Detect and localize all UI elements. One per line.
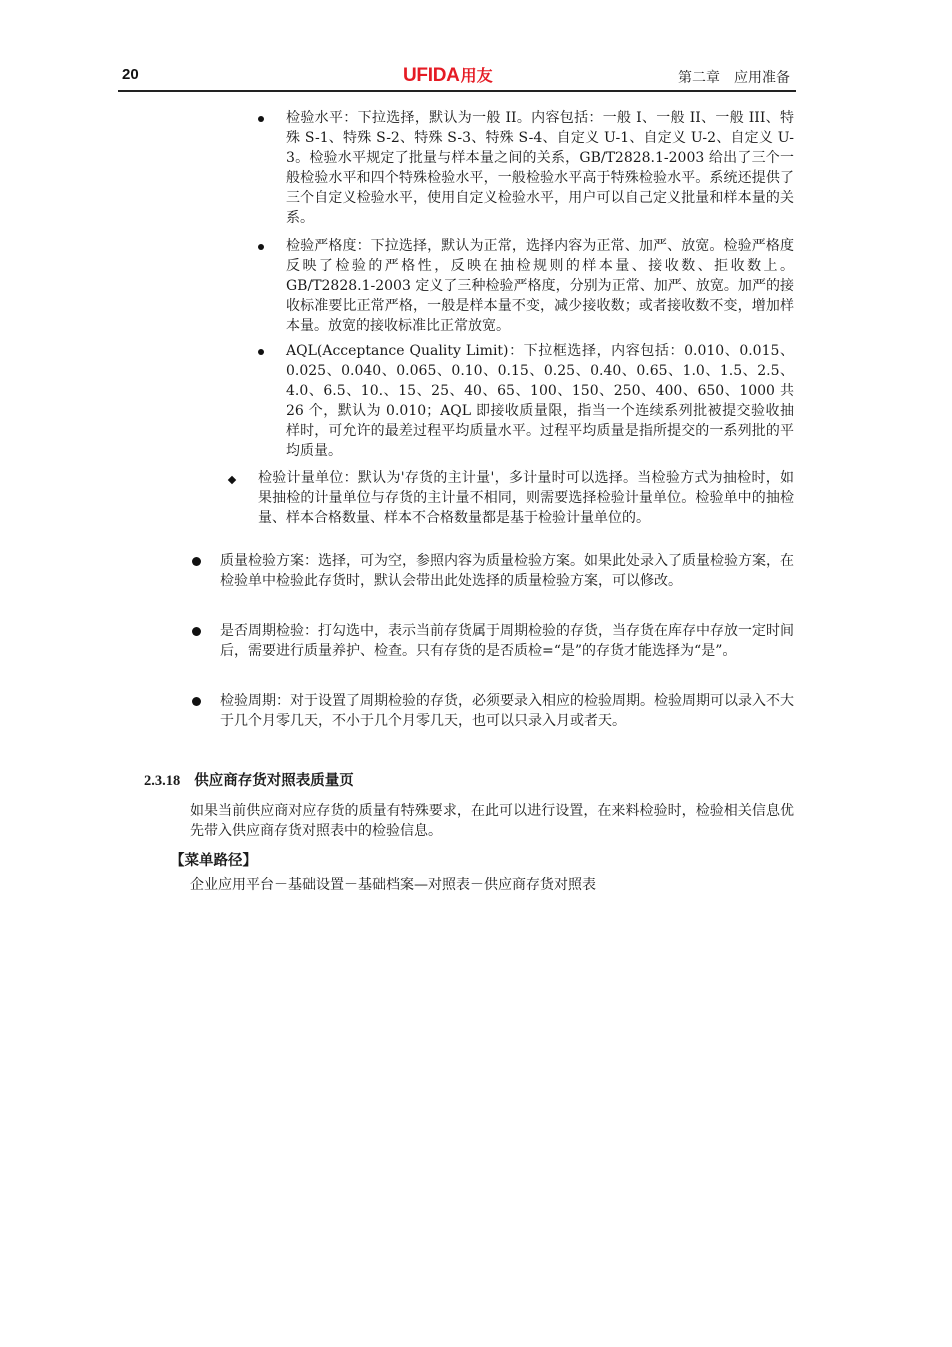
section-body: 如果当前供应商对应存货的质量有特殊要求，在此可以进行设置，在来料检验时，检验相关信息优先带入供应商存货对照表中的检验信息。 [190, 803, 794, 839]
chapter-title: 第二章 应用准备 [678, 70, 790, 86]
bullet-diamond-icon [228, 476, 236, 484]
logo-latin-text: UFIDA [403, 65, 460, 86]
bullet-aql: AQL(Acceptance Quality Limit)：下拉框选择，内容包括：0.010、0.015、0.025、0.040、0.065、0.10、0.15、0.25、0.40、0.65、1.0、1.5、2.5、4.0、6.5、10.、15、25、40、65、100、150、250、400、650、1000 共 26 个，默认为 0.010；AQL 即接收质量限，指当一个连续系列批被提交验收抽样时，可允许的最差过程平均质量水平。过程平均质量是指所提交的一系列批的平均质量。 [286, 343, 794, 459]
bullet-quality-plan: 质量检验方案：选择，可为空，参照内容为质量检验方案。如果此处录入了质量检验方案，在检验单中检验此存货时，默认会带出此处选择的质量检验方案，可以修改。 [220, 553, 794, 589]
bullet-inspection-period: 检验周期：对于设置了周期检验的存货，必须要录入相应的检验周期。检验周期可以录入不大于几个月零几天，不小于几个月零几天，也可以只录入月或者天。 [220, 693, 794, 729]
bullet-big-dot-icon [192, 697, 201, 706]
logo-cjk-text: 用友 [460, 66, 493, 85]
menu-path: 企业应用平台－基础设置－基础档案—对照表－供应商存货对照表 [190, 877, 596, 893]
section-heading [144, 769, 354, 790]
ufida-logo [403, 63, 493, 87]
menu-path-heading: 【菜单路径】 [170, 852, 257, 869]
bullet-big-dot-icon [192, 627, 201, 636]
bullet-dot-icon [258, 116, 264, 122]
bullet-big-dot-icon [192, 557, 201, 566]
bullet-inspection-level: 检验水平：下拉选择，默认为一般 II。内容包括：一般 I、一般 II、一般 III、特殊 S-1、特殊 S-2、特殊 S-3、特殊 S-4、自定义 U-1、自定义 U-2、自定义 U-3。检验水平规定了批量与样本量之间的关系，GB/T2828.1-2003 给出了三个一般检验水平和四个特殊检验水平，一般检验水平高于特殊检验水平。系统还提供了三个自定义检验水平，使用自定义检验水平，用户可以自己定义批量和样本量的关系。 [286, 110, 794, 226]
bullet-inspection-unit: 检验计量单位：默认为'存货的主计量'，多计量时可以选择。当检验方式为抽检时，如果抽检的计量单位与存货的主计量不相同，则需要选择检验计量单位。检验单中的抽检量、样本合格数量、样本不合格数量都是基于检验计量单位的。 [258, 470, 794, 526]
bullet-dot-icon [258, 349, 264, 355]
page-number: 20 [122, 66, 139, 83]
bullet-inspection-strictness: 检验严格度：下拉选择，默认为正常，选择内容为正常、加严、放宽。检验严格度反映了检验的严格性，反映在抽检规则的样本量、接收数、拒收数上。GB/T2828.1-2003 定义了三种检验严格度，分别为正常、加严、放宽。加严的接收标准要比正常严格，一般是样本量不变，减少接收数；或者接收数不变，增加样本量。放宽的接收标准比正常放宽。 [286, 238, 794, 334]
page-header [118, 62, 796, 92]
section-title: 供应商存货对照表质量页 [194, 772, 354, 789]
bullet-periodic-inspection: 是否周期检验：打勾选中，表示当前存货属于周期检验的存货，当存货在库存中存放一定时间后，需要进行质量养护、检查。只有存货的是否质检=“是”的存货才能选择为“是”。 [220, 623, 794, 659]
bullet-dot-icon [258, 244, 264, 250]
section-number: 2.3.18 [144, 773, 181, 789]
